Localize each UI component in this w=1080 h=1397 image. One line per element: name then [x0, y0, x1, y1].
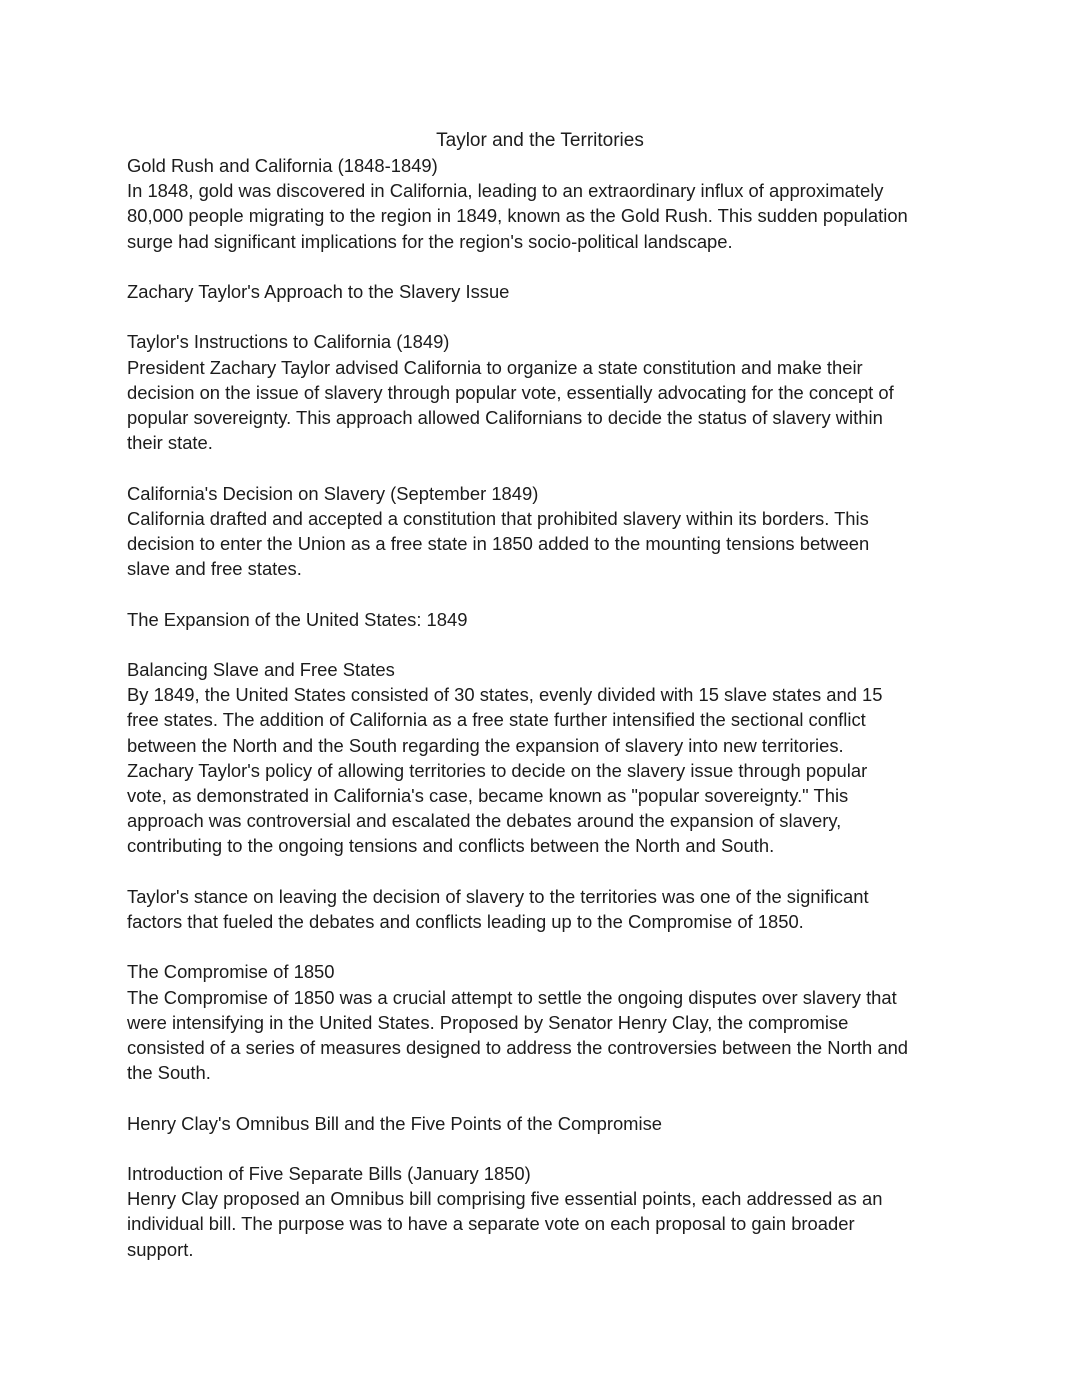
section-gold-rush	[127, 153, 957, 254]
paragraph-line: their state.	[127, 432, 213, 454]
blank-line	[127, 455, 957, 480]
section-taylor-instructions	[127, 329, 957, 455]
section-heading: Gold Rush and California (1848-1849)	[127, 155, 438, 176]
document-page	[127, 128, 957, 1262]
paragraph-line: support.	[127, 1238, 194, 1260]
section-compromise	[127, 959, 957, 1085]
paragraph-line: President Zachary Taylor advised California to organize a state constitution and make their	[127, 356, 863, 378]
blank-line	[127, 304, 957, 329]
section-heading: Taylor's Instructions to California (1849)	[127, 331, 450, 353]
document-title: Taylor and the Territories	[436, 130, 644, 151]
section-balancing	[127, 657, 957, 859]
blank-line	[127, 859, 957, 884]
section-omnibus	[127, 1111, 957, 1136]
section-heading: Balancing Slave and Free States	[127, 658, 395, 680]
section-taylor-approach	[127, 279, 957, 304]
paragraph-line: Taylor's stance on leaving the decision of slavery to the territories was one of the significant	[127, 885, 869, 907]
paragraph-line: were intensifying in the United States. Proposed by Senator Henry Clay, the compromise	[127, 1011, 849, 1033]
section-heading: The Expansion of the United States: 1849	[127, 608, 468, 630]
paragraph-line: decision to enter the Union as a free state in 1850 added to the mounting tensions between	[127, 533, 870, 554]
paragraph-line: vote, as demonstrated in California's case, became known as "popular sovereignty." This	[127, 785, 849, 806]
paragraph-line: The Compromise of 1850 was a crucial attempt to settle the ongoing disputes over slavery that	[127, 986, 897, 1008]
blank-line	[127, 254, 957, 279]
section-california-decision	[127, 481, 957, 582]
paragraph-line: popular sovereignty. This approach allowed Californians to decide the status of slavery within	[127, 407, 883, 428]
section-heading: Introduction of Five Separate Bills (January 1850)	[127, 1162, 531, 1184]
blank-line	[127, 581, 957, 606]
blank-line	[127, 632, 957, 657]
paragraph-line: between the North and the South regarding the expansion of slavery into new territories.	[127, 734, 844, 756]
section-expansion	[127, 607, 957, 632]
paragraph-line: Zachary Taylor's policy of allowing territories to decide on the slavery issue through popular	[127, 759, 868, 781]
paragraph-line: decision on the issue of slavery through popular vote, essentially advocating for the concept of	[127, 381, 894, 403]
paragraph-line: In 1848, gold was discovered in California, leading to an extraordinary influx of approximately	[127, 180, 884, 202]
paragraph-line: the South.	[127, 1062, 211, 1084]
section-heading: The Compromise of 1850	[127, 961, 335, 983]
blank-line	[127, 1085, 957, 1110]
paragraph-line: individual bill. The purpose was to have a separate vote on each proposal to gain broader	[127, 1213, 855, 1235]
paragraph-line: consisted of a series of measures designed to address the controversies between the North and	[127, 1037, 909, 1058]
blank-line	[127, 1136, 957, 1161]
paragraph-line: By 1849, the United States consisted of 30 states, evenly divided with 15 slave states and 15	[127, 684, 883, 706]
paragraph-line: free states. The addition of California as a free state further intensified the sectional conflict	[127, 709, 866, 731]
section-taylor-stance	[127, 884, 957, 934]
section-heading: California's Decision on Slavery (September 1849)	[127, 482, 539, 504]
section-five-bills	[127, 1161, 957, 1262]
blank-line	[127, 934, 957, 959]
paragraph-line: Henry Clay proposed an Omnibus bill comprising five essential points, each addressed as an	[127, 1188, 883, 1210]
section-heading: Henry Clay's Omnibus Bill and the Five Points of the Compromise	[127, 1112, 663, 1134]
paragraph-line: contributing to the ongoing tensions and conflicts between the North and South.	[127, 835, 775, 857]
paragraph-line: 80,000 people migrating to the region in 1849, known as the Gold Rush. This sudden population	[127, 205, 908, 227]
paragraph-line: slave and free states.	[127, 558, 302, 580]
section-heading: Zachary Taylor's Approach to the Slavery Issue	[127, 281, 510, 302]
paragraph-line: factors that fueled the debates and conflicts leading up to the Compromise of 1850.	[127, 911, 804, 932]
paragraph-line: surge had significant implications for the region's socio-political landscape.	[127, 230, 733, 252]
paragraph-line: approach was controversial and escalated the debates around the expansion of slavery,	[127, 810, 842, 832]
paragraph-line: California drafted and accepted a constitution that prohibited slavery within its borders. This	[127, 507, 869, 529]
